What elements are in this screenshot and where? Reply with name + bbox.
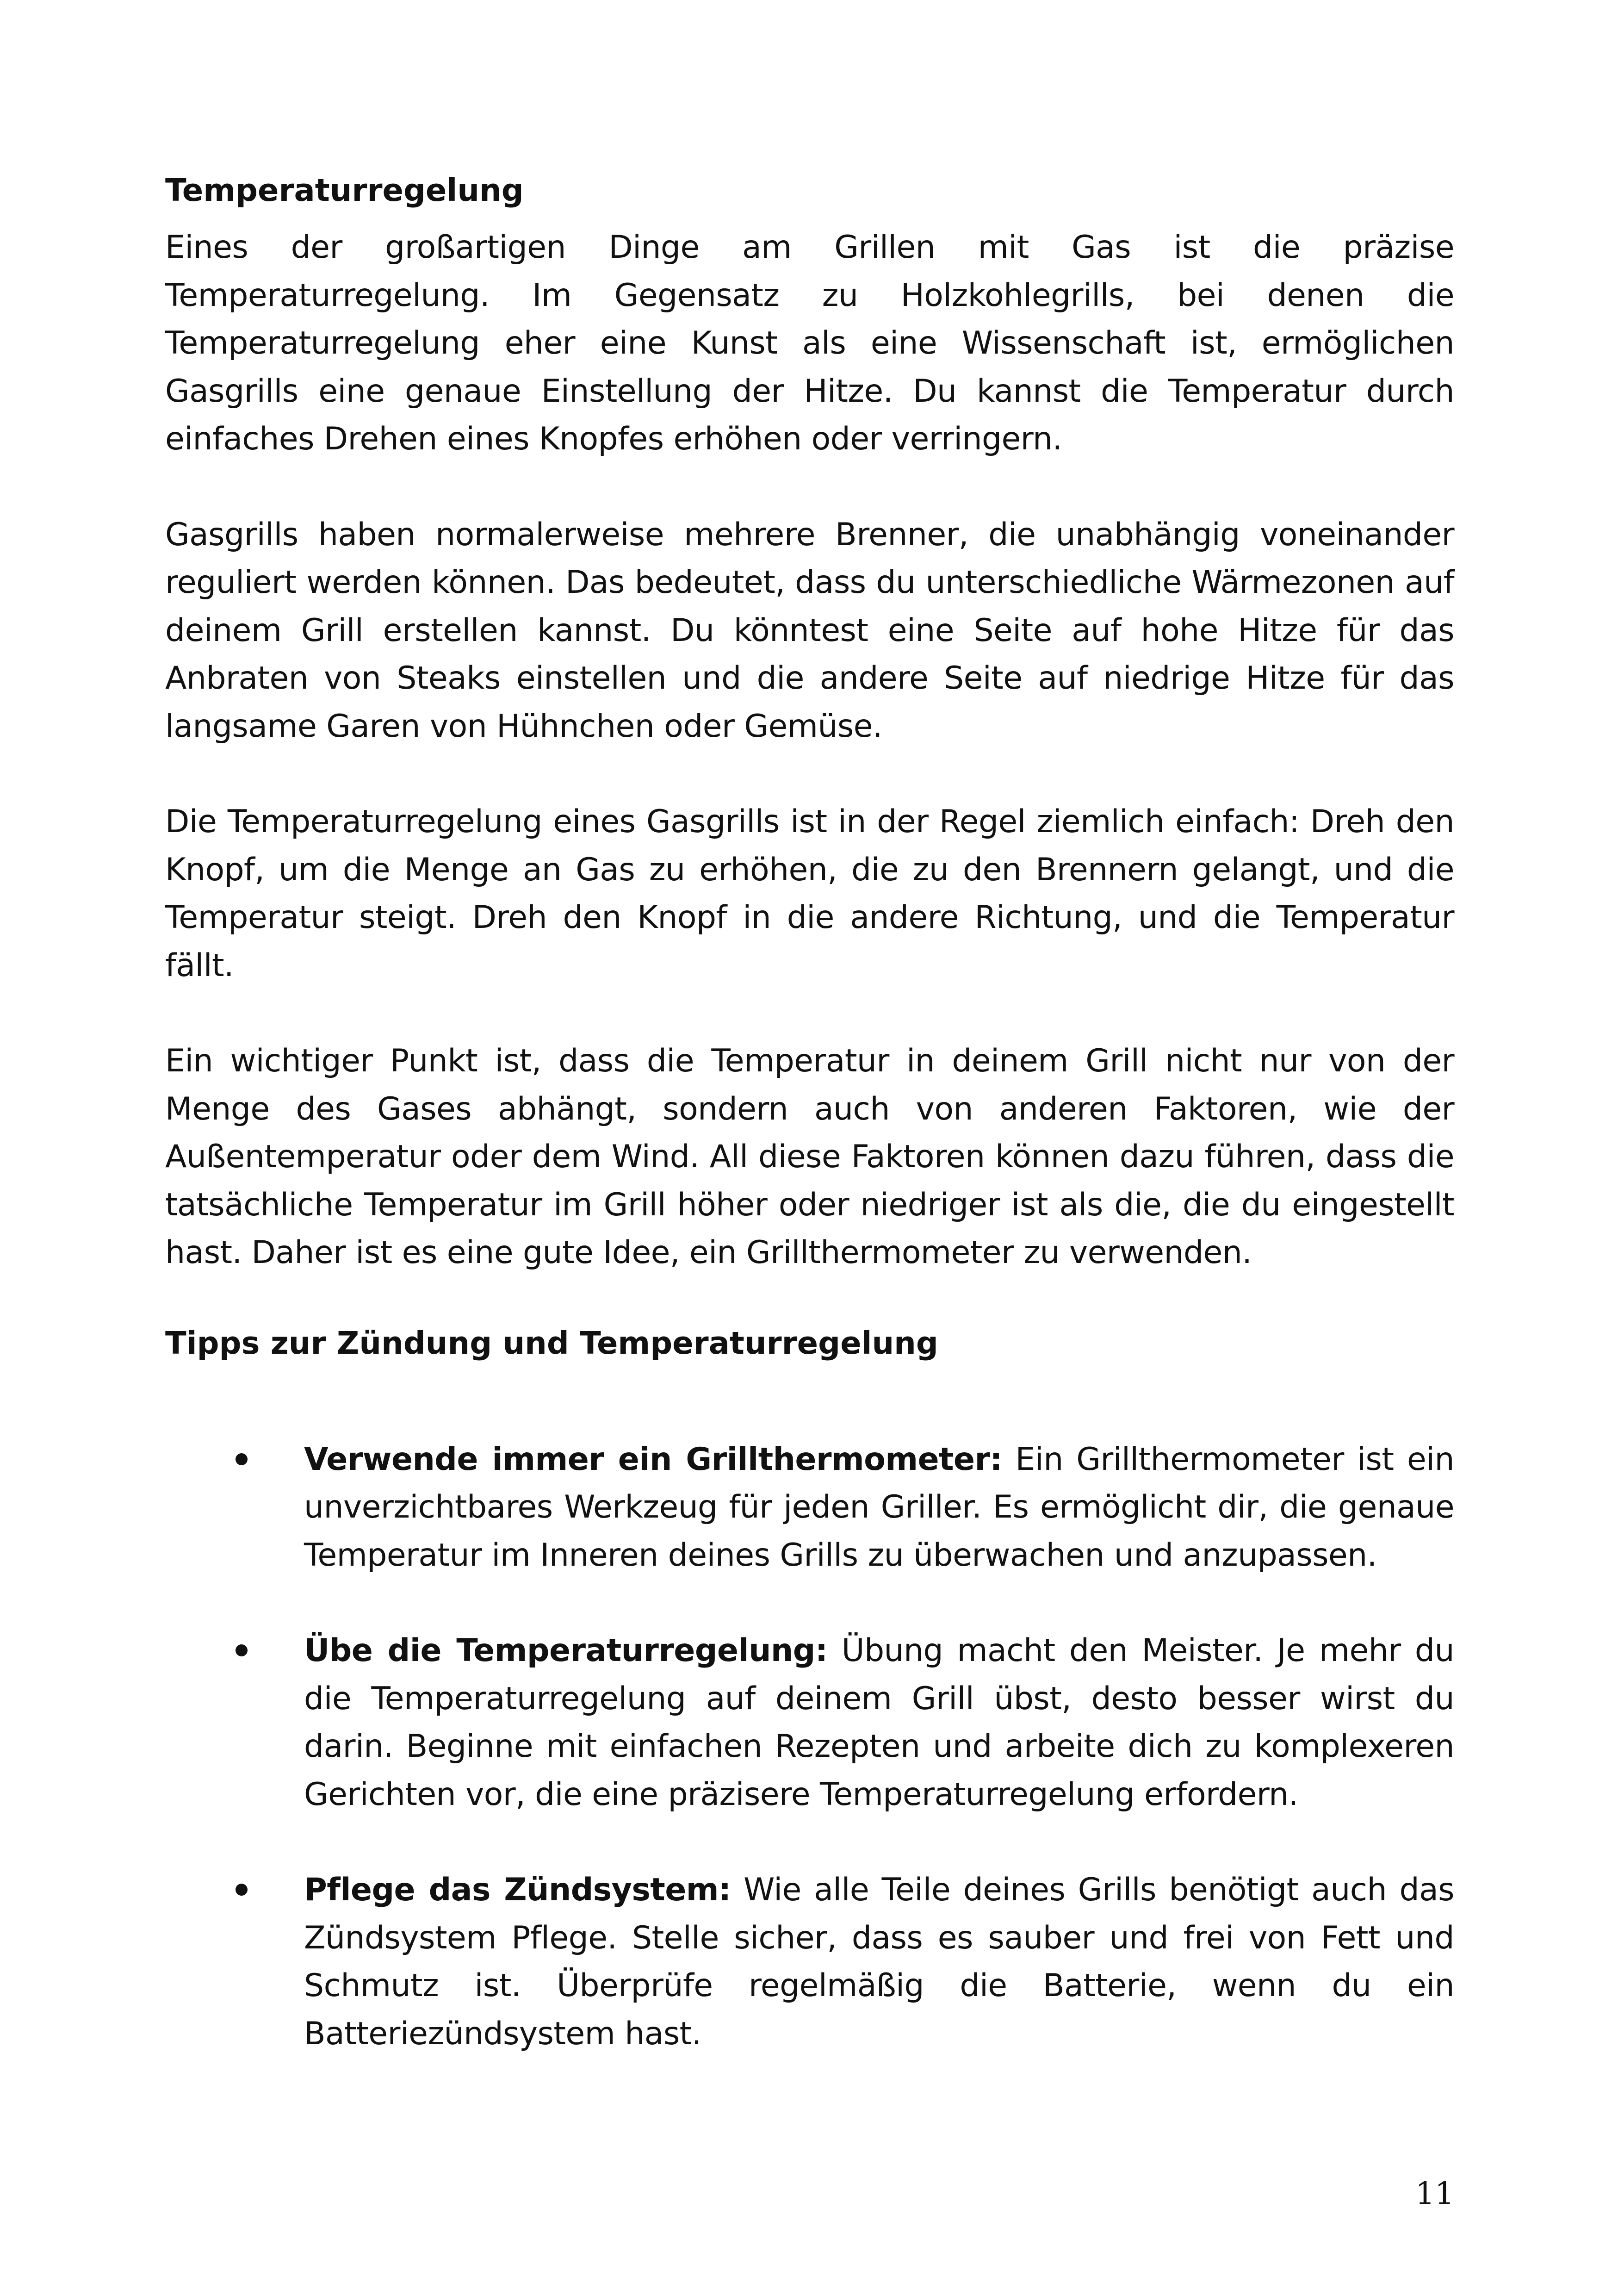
tip-term: Pflege das Zündsystem: bbox=[304, 1872, 731, 1908]
paragraph-knob: Die Temperaturregelung eines Gasgrills ist in der Regel ziemlich einfach: Dreh den Knopf, um die Menge an Gas zu erhöhen, die zu den Brennern gelangt, und die Temperatur steigt. Dreh den Knopf in die andere Richtung, und die Temperatur fällt. bbox=[165, 803, 1454, 984]
paragraph-factors: Ein wichtiger Punkt ist, dass die Temperatur in deinem Grill nicht nur von der Menge des Gases abhängt, sondern auch von anderen Faktoren, wie der Außentemperatur oder dem Wind. All diese Faktoren können dazu führen, dass die tatsächliche Temperatur im Grill höher oder niedriger ist als die, die du eingestellt hast. Daher ist es eine gute Idee, ein Grillthermometer zu verwenden. bbox=[165, 1043, 1454, 1271]
tip-term: Verwende immer ein Grillthermometer: bbox=[304, 1441, 1002, 1478]
bullet-icon bbox=[236, 1453, 248, 1465]
tip-item bbox=[165, 1627, 1454, 1818]
bullet-icon bbox=[236, 1884, 248, 1896]
paragraph-intro: Eines der großartigen Dinge am Grillen mit Gas ist die präzise Temperaturregelung. Im Gegensatz zu Holzkohlegrills, bei denen die Temperaturregelung eher eine Kunst als eine Wissenschaft ist, ermöglichen Gasgrills eine genaue Einstellung der Hitze. Du kannst die Temperatur durch einfaches Drehen eines Knopfes erhöhen oder verringern. bbox=[165, 229, 1454, 457]
page-content bbox=[165, 167, 1454, 2105]
tips-list bbox=[165, 1436, 1454, 2058]
tip-item bbox=[165, 1436, 1454, 1580]
tip-text: Ein Grillthermometer ist ein unverzichtbares Werkzeug für jeden Griller. Es ermöglicht dir, die genaue Temperatur im Inneren deines Grills zu überwachen und anzupassen. bbox=[304, 1441, 1454, 1574]
section-heading: Temperaturregelung bbox=[165, 172, 524, 208]
paragraph-burners: Gasgrills haben normalerweise mehrere Brenner, die unabhängig voneinander reguliert werden können. Das bedeutet, dass du unterschiedliche Wärmezonen auf deinem Grill erstellen kannst. Du könntest eine Seite auf hohe Hitze für das Anbraten von Steaks einstellen und die andere Seite auf niedrige Hitze für das langsame Garen von Hühnchen oder Gemüse. bbox=[165, 516, 1454, 745]
tip-term: Übe die Temperaturregelung: bbox=[304, 1632, 828, 1669]
tip-text: Wie alle Teile deines Grills benötigt auch das Zündsystem Pflege. Stelle sicher, dass es sauber und frei von Fett und Schmutz ist. Überprüfe regelmäßig die Batterie, wenn du ein Batteriezündsystem hast. bbox=[304, 1872, 1454, 2052]
bullet-icon bbox=[236, 1644, 248, 1656]
tips-heading: Tipps zur Zündung und Temperaturregelung bbox=[165, 1325, 938, 1361]
page-number: 11 bbox=[1415, 2176, 1454, 2211]
tip-item bbox=[165, 1866, 1454, 2058]
tip-text: Übung macht den Meister. Je mehr du die Temperaturregelung auf deinem Grill übst, desto besser wirst du darin. Beginne mit einfachen Rezepten und arbeite dich zu komplexeren Gerichten vor, die eine präzisere Temperaturregelung erfordern. bbox=[304, 1632, 1454, 1813]
